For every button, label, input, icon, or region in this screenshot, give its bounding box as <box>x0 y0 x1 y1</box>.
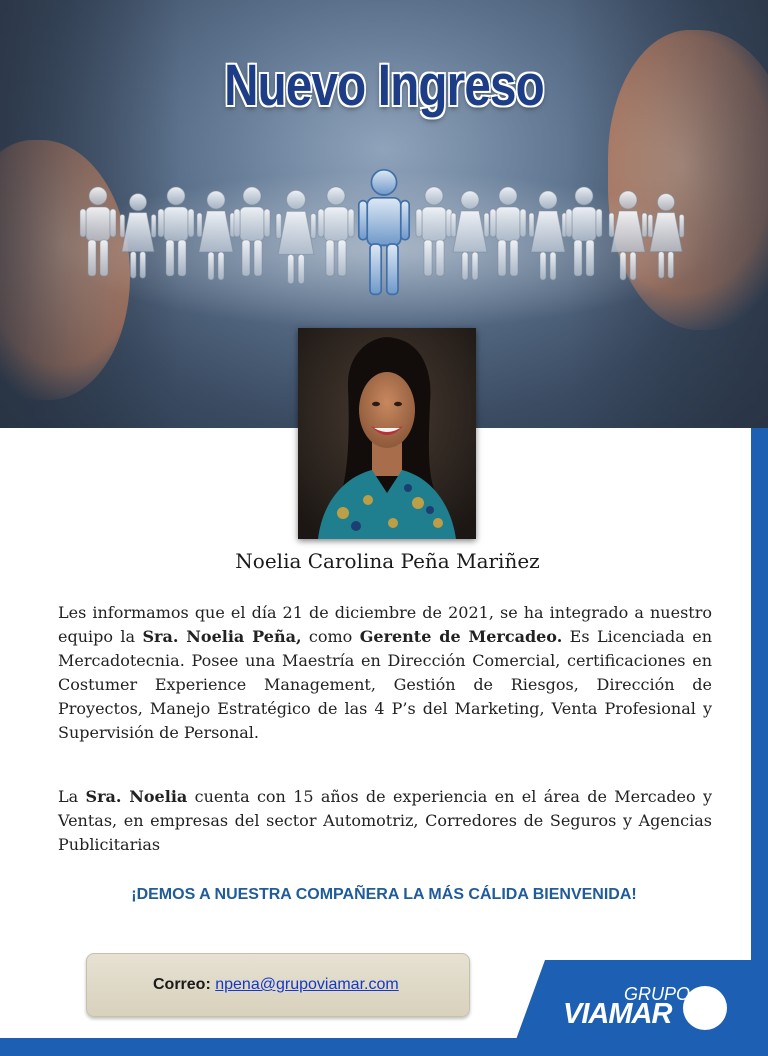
experience-paragraph: La Sra. Noelia cuenta con 15 años de experiencia en el área de Mercadeo y Ventas, en empresas del sector Automotriz, Corredores de Seguros y Agencias Publicitarias <box>58 787 713 854</box>
employee-short-name: Sra. Noelia Peña, <box>142 627 302 646</box>
employee-name: Noelia Carolina Peña Mariñez <box>235 549 540 573</box>
welcome-message: ¡DEMOS A NUESTRA COMPAÑERA LA MÁS CÁLIDA BIENVENIDA! <box>131 886 637 903</box>
email-link[interactable]: npena@grupoviamar.com <box>215 976 399 993</box>
logo-viamar-text: VIAMAR <box>563 998 672 1030</box>
intro-paragraph: Les informamos que el día 21 de diciembre de 2021, se ha integrado a nuestro equipo la Sra. Noelia Peña, como Gerente de Mercadeo. Es Licenciada en Mercadotecnia. Posee una Maestría en Dirección Comercial, certificaciones en Costumer Experience Management, Gestión de Riesgos, Dirección de Proyectos, Manejo Estratégico de las 4 P’s del Marketing, Venta Profesional y Supervisión de Personal. <box>58 603 712 742</box>
headline-title: Nuevo Ingreso <box>224 53 544 118</box>
contact-label: Correo: <box>153 976 216 993</box>
logo-grupo-text: GRUPO <box>624 984 691 1004</box>
employee-position: Gerente de Mercadeo. <box>359 627 563 646</box>
